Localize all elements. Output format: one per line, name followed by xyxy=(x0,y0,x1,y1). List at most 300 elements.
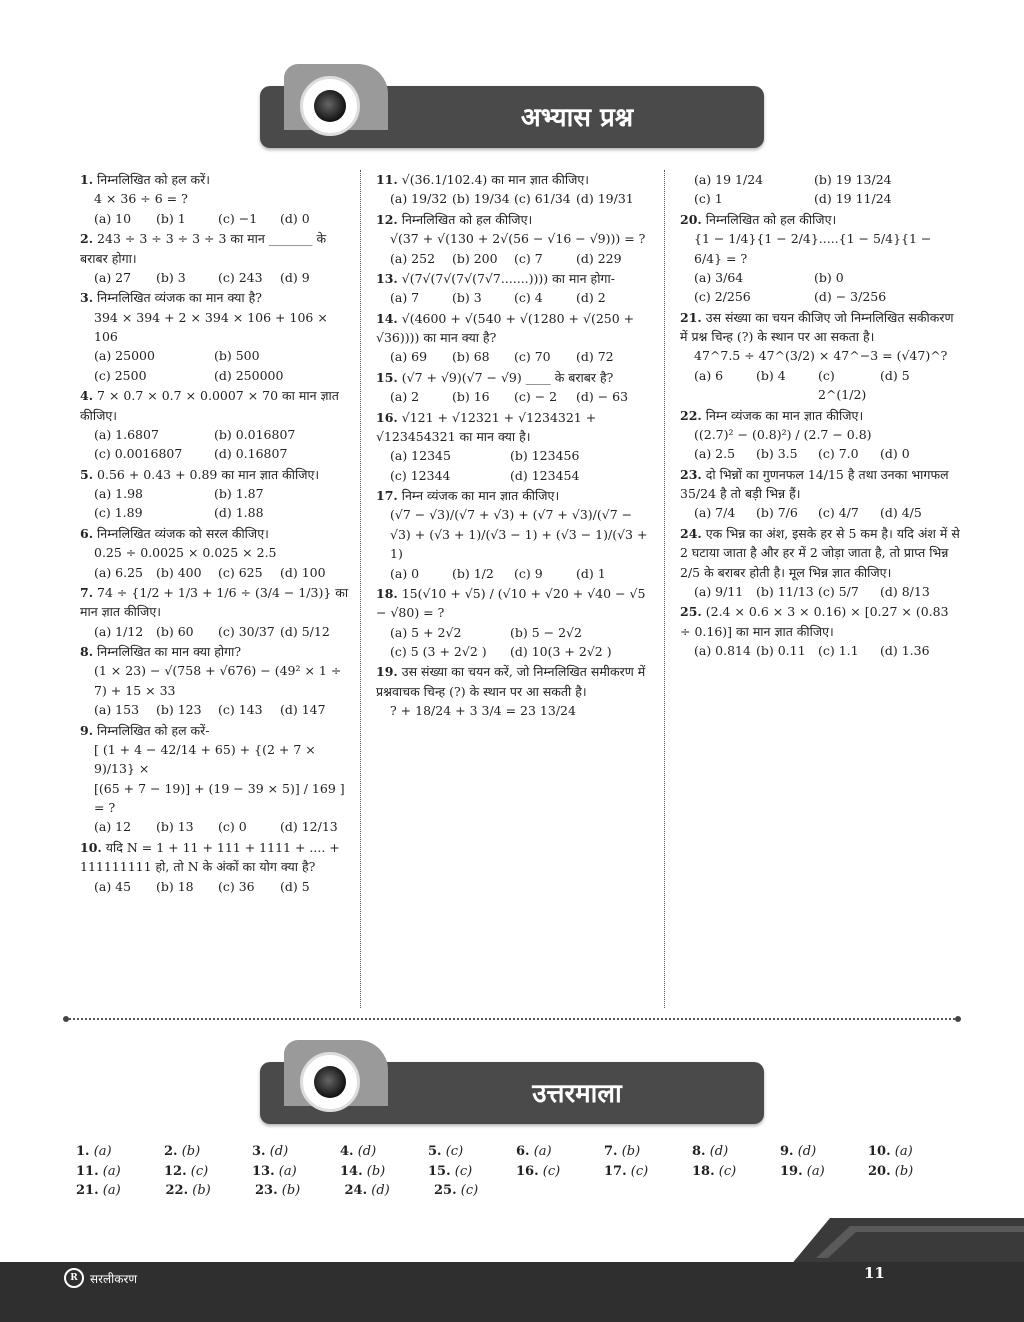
answer-options xyxy=(694,503,960,522)
answer-options xyxy=(390,446,656,485)
answers-banner xyxy=(260,1062,764,1124)
answer-option: (c) 1.1 xyxy=(818,643,859,658)
answers-title: उत्तरमाला xyxy=(532,1079,622,1109)
question-item xyxy=(80,386,350,464)
answer-number: 22. xyxy=(165,1183,189,1198)
answer-option: (d) 5/12 xyxy=(280,623,330,639)
question-number: 18. xyxy=(376,585,398,601)
answer-option: (a) 69 xyxy=(390,349,428,365)
question-item xyxy=(80,642,350,720)
answer-cell xyxy=(604,1144,692,1164)
banner-ring-icon xyxy=(300,1052,360,1112)
answer-option: (b) 500 xyxy=(214,348,260,364)
question-text-line xyxy=(376,210,656,229)
question-text: (2.4 × 0.6 × 3 × 0.16) × [0.27 × (0.83 ÷ 0.16)] का मान ज्ञात कीजिए। xyxy=(680,604,949,639)
answer-option: (d) 229 xyxy=(576,250,622,266)
answer-option: (a) 1.6807 xyxy=(94,426,159,442)
question-text: 15(√10 + √5) / (√10 + √20 + √40 − √5 − √80) = ? xyxy=(376,585,646,621)
question-text: निम्नलिखित को हल कीजिए। xyxy=(401,211,533,227)
answer-option: (c) 2/256 xyxy=(694,289,751,305)
answer-option: (a) 12345 xyxy=(390,448,451,464)
answer-option: (d) 123454 xyxy=(510,467,580,483)
answer-option: (b) 4 xyxy=(756,367,786,383)
answer-option: (c) 7 xyxy=(514,250,543,266)
answer-option: (a) 6.25 xyxy=(94,564,144,580)
question-text: निम्न व्यंजक का मान ज्ञात कीजिए। xyxy=(401,488,560,503)
question-item xyxy=(376,662,656,720)
question-text-line xyxy=(376,170,656,189)
question-text: √(4600 + √(540 + √(1280 + √(250 + √36)))) का मान क्या है? xyxy=(376,310,635,345)
answer-choice: (c) xyxy=(445,1144,464,1159)
answer-options xyxy=(390,387,656,406)
answer-cell xyxy=(780,1164,868,1184)
answer-number: 11. xyxy=(76,1163,99,1179)
answer-number: 7. xyxy=(604,1144,618,1159)
answer-option: (d) 1.36 xyxy=(880,643,930,658)
question-item xyxy=(376,309,656,367)
question-text-line xyxy=(376,584,656,623)
answer-options xyxy=(94,563,350,582)
answer-options xyxy=(694,641,960,660)
answer-number: 12. xyxy=(164,1163,187,1179)
answer-option: (a) 0.814 xyxy=(694,643,751,658)
question-text: 7 × 0.7 × 0.7 × 0.0007 × 70 का मान ज्ञात कीजिए। xyxy=(80,388,339,423)
question-number: 16. xyxy=(376,409,398,425)
answer-option: (c) 243 xyxy=(218,269,263,285)
answer-options xyxy=(94,700,350,719)
question-text: √(7√(7√(7√(7√7.......)))) का मान होगा- xyxy=(401,270,615,286)
answer-choice: (a) xyxy=(806,1163,825,1179)
question-text-line xyxy=(680,308,960,347)
answer-option: (c) 5/7 xyxy=(818,583,859,599)
question-text: एक भिन्न का अंश, इसके हर से 5 कम है। यदि अंश में से 2 घटाया जाता है और हर में 2 जोड़ा जाता है, तो प्राप्त भिन्न 2/5 के बराबर होती है। मूल भिन्न ज्ञात कीजिए। xyxy=(680,525,960,580)
question-item xyxy=(80,838,350,896)
question-text: निम्नलिखित को हल करें। xyxy=(97,172,210,187)
question-number: 2. xyxy=(80,231,94,247)
answer-option: (d) 12/13 xyxy=(280,819,338,835)
question-expression: ((2.7)² − (0.8)²) / (2.7 − 0.8) xyxy=(694,426,872,442)
answer-options xyxy=(94,346,350,385)
answer-option: (a) 7 xyxy=(390,290,420,306)
answer-options xyxy=(94,425,350,464)
questions-column-2 xyxy=(376,170,656,722)
answer-option: (d) 4/5 xyxy=(880,505,922,521)
answer-row xyxy=(76,1183,956,1203)
answer-option: (b) 400 xyxy=(156,564,202,580)
answer-choice: (b) xyxy=(894,1163,914,1179)
answer-option: (a) 1/12 xyxy=(94,623,144,639)
answer-choice: (c) xyxy=(190,1163,209,1179)
answer-number: 25. xyxy=(434,1183,457,1198)
question-text: 74 ÷ {1/2 + 1/3 + 1/6 ÷ (3/4 − 1/3)} का मान ज्ञात कीजिए। xyxy=(80,584,349,620)
answer-option: (a) 153 xyxy=(94,702,140,718)
answer-option: (b) 0.016807 xyxy=(214,426,296,442)
question-item xyxy=(376,408,656,486)
answer-number: 13. xyxy=(252,1163,275,1179)
column-divider xyxy=(360,170,362,1008)
questions-banner xyxy=(260,86,764,148)
question-number: 4. xyxy=(80,388,94,404)
answer-cell xyxy=(428,1144,516,1164)
page-number: 11 xyxy=(864,1264,885,1282)
answer-option: (d) 19/31 xyxy=(576,191,634,207)
answer-option: (b) 19/34 xyxy=(452,191,510,207)
question-number: 10. xyxy=(80,839,102,855)
answer-option: (a) 2.5 xyxy=(694,446,736,462)
question-text: √(36.1/102.4) का मान ज्ञात कीजिए। xyxy=(401,172,590,187)
question-text-line xyxy=(680,602,960,641)
question-item xyxy=(376,170,656,209)
answer-option: (a) 1.98 xyxy=(94,486,144,501)
question-item xyxy=(80,583,350,641)
question-number: 1. xyxy=(80,172,94,187)
answer-option: (b) 60 xyxy=(156,623,194,639)
questions-column-3 xyxy=(680,170,960,661)
answer-choice: (c) xyxy=(460,1183,479,1198)
answer-option: (b) 16 xyxy=(452,389,490,405)
question-text-line xyxy=(376,368,656,387)
answer-options xyxy=(694,444,960,463)
question-expression: 394 × 394 + 2 × 394 × 106 + 106 × 106 xyxy=(94,309,328,344)
answer-cell xyxy=(692,1144,780,1164)
question-item xyxy=(680,210,960,307)
answer-option: (c) 1 xyxy=(694,191,723,207)
question-text: √121 + √12321 + √1234321 + √123454321 का मान क्या है। xyxy=(376,409,597,444)
answer-option: (b) 68 xyxy=(452,349,490,365)
answer-choice: (b) xyxy=(281,1183,301,1198)
question-text-line xyxy=(80,583,350,622)
answer-number: 9. xyxy=(780,1144,794,1159)
answer-option: (b) 3.5 xyxy=(756,446,798,462)
question-text-line xyxy=(80,524,350,543)
question-text-line xyxy=(80,721,350,740)
answer-option: (d) 2 xyxy=(576,290,606,306)
answer-choice: (c) xyxy=(454,1163,473,1179)
answer-choice: (a) xyxy=(278,1163,297,1179)
question-expression: {1 − 1/4}{1 − 2/4}.....{1 − 5/4}{1 − 6/4} = ? xyxy=(694,231,932,266)
question-text-line xyxy=(80,465,350,484)
answer-option: (a) 9/11 xyxy=(694,583,744,599)
answer-option: (c) 70 xyxy=(514,349,551,365)
question-item xyxy=(680,170,960,209)
question-text: (√7 + √9)(√7 − √9) ____ के बराबर है? xyxy=(401,369,614,385)
question-expression: 47^7.5 ÷ 47^(3/2) × 47^−3 = (√47)^? xyxy=(694,348,948,364)
question-text-line xyxy=(376,662,656,701)
answer-option: (a) 12 xyxy=(94,819,132,835)
answer-cell xyxy=(692,1164,780,1184)
question-item xyxy=(80,721,350,837)
answer-row xyxy=(76,1164,956,1184)
answer-number: 14. xyxy=(340,1163,363,1179)
answer-number: 19. xyxy=(780,1163,803,1179)
answer-option: (b) 3 xyxy=(452,290,482,306)
question-expression: 4 × 36 ÷ 6 = ? xyxy=(94,191,188,207)
answer-choice: (d) xyxy=(269,1144,289,1159)
answer-cell xyxy=(166,1183,256,1203)
answer-choice: (d) xyxy=(797,1144,817,1159)
answer-option: (c) 1.89 xyxy=(94,505,143,521)
answer-option: (b) 123456 xyxy=(510,448,580,464)
question-number: 21. xyxy=(680,309,702,325)
question-number: 12. xyxy=(376,211,398,227)
answer-option: (d) 100 xyxy=(280,564,326,580)
question-text-line xyxy=(80,288,350,307)
answer-option: (a) 19/32 xyxy=(390,191,448,207)
question-text: निम्न व्यंजक का मान ज्ञात कीजिए। xyxy=(705,407,864,423)
question-expression: [ (1 + 4 − 42/14 + 65) + {(2 + 7 × 9)/13} × xyxy=(94,741,316,777)
answer-option: (d) 0 xyxy=(280,210,310,226)
answer-option: (c) 4/7 xyxy=(818,505,859,521)
answer-option: (c) 30/37 xyxy=(218,623,275,639)
answer-option: (a) 252 xyxy=(390,250,436,266)
answer-choice: (d) xyxy=(709,1144,729,1159)
answer-options xyxy=(94,622,350,641)
question-text: यदि N = 1 + 11 + 111 + 1111 + .... + 111111111 हो, तो N के अंकों का योग क्या है? xyxy=(80,839,340,875)
answer-number: 1. xyxy=(76,1144,90,1159)
answer-number: 17. xyxy=(604,1163,627,1179)
question-item xyxy=(80,465,350,523)
question-text-line xyxy=(80,386,350,425)
question-item xyxy=(376,368,656,407)
answer-number: 4. xyxy=(340,1144,354,1159)
question-text: उस संख्या का चयन करें, जो निम्नलिखित समीकरण में प्रश्नवाचक चिन्ह (?) के स्थान पर आ सकती है। xyxy=(376,664,646,699)
question-number: 24. xyxy=(680,525,702,541)
answer-option: (d) 147 xyxy=(280,702,326,718)
answer-option: (a) 7/4 xyxy=(694,505,736,521)
question-text: निम्नलिखित को हल कीजिए। xyxy=(705,211,837,227)
answer-options xyxy=(694,268,960,307)
answer-cell xyxy=(252,1164,340,1184)
banner-ring-icon xyxy=(300,76,360,136)
answer-option: (c) 7.0 xyxy=(818,446,859,462)
question-text-line xyxy=(80,838,350,877)
footer-decoration xyxy=(720,1218,1024,1266)
question-expression: √(37 + √(130 + 2√(56 − √16 − √9))) = ? xyxy=(390,231,646,247)
answer-options xyxy=(94,484,350,523)
answer-choice: (a) xyxy=(93,1144,112,1159)
question-expression: [(65 + 7 − 19)] + (19 − 39 × 5)] / 169 ] = ? xyxy=(94,780,345,815)
question-text-line xyxy=(80,642,350,661)
answer-number: 3. xyxy=(252,1144,266,1159)
question-number: 25. xyxy=(680,604,702,620)
answer-option: (a) 2 xyxy=(390,389,420,405)
answer-number: 21. xyxy=(76,1183,99,1198)
question-expression: 0.25 ÷ 0.0025 × 0.025 × 2.5 xyxy=(94,545,277,561)
question-text: 0.56 + 0.43 + 0.89 का मान ज्ञात कीजिए। xyxy=(97,466,320,482)
question-item xyxy=(680,465,960,523)
answer-cell xyxy=(340,1144,428,1164)
answer-option: (d) 10(3 + 2√2 ) xyxy=(510,644,612,659)
question-expression: (√7 − √3)/(√7 + √3) + (√7 + √3)/(√7 − √3) + (√3 + 1)/(√3 − 1) + (√3 − 1)/(√3 + 1) xyxy=(390,507,648,562)
answer-option: (c) 9 xyxy=(514,565,543,581)
answer-option: (c) 625 xyxy=(218,564,263,580)
answer-option: (d) 0.16807 xyxy=(214,446,288,462)
answer-choice: (a) xyxy=(102,1163,121,1179)
question-text: उस संख्या का चयन कीजिए जो निम्नलिखित सकीकरण में प्रश्न चिन्ह (?) के स्थान पर आ सकता है। xyxy=(680,309,954,344)
answer-option: (b) 123 xyxy=(156,702,202,718)
question-number: 7. xyxy=(80,584,94,600)
question-text: निम्नलिखित व्यंजक को सरल कीजिए। xyxy=(97,525,269,541)
answer-option: (d) 5 xyxy=(280,878,310,894)
question-text-line xyxy=(80,229,350,268)
answer-option: (d) 250000 xyxy=(214,367,284,383)
answer-option: (b) 1/2 xyxy=(452,565,494,581)
question-item xyxy=(680,406,960,464)
answer-cell xyxy=(252,1144,340,1164)
question-number: 3. xyxy=(80,290,94,306)
answer-options xyxy=(390,288,656,307)
answer-cell xyxy=(76,1183,166,1203)
answer-options xyxy=(390,189,656,208)
answer-options xyxy=(94,209,350,228)
answer-option: (b) 7/6 xyxy=(756,505,798,521)
answer-choice: (a) xyxy=(102,1183,121,1198)
answer-choice: (a) xyxy=(533,1144,552,1159)
answer-options xyxy=(94,268,350,287)
answer-option: (c) 61/34 xyxy=(514,191,571,207)
question-item xyxy=(80,288,350,385)
question-expression: ? + 18/24 + 3 3/4 = 23 13/24 xyxy=(390,703,576,719)
answer-option: (c) 2^(1/2) xyxy=(818,367,867,403)
answer-option: (b) 19 13/24 xyxy=(814,172,892,187)
question-number: 13. xyxy=(376,270,398,286)
answer-cell xyxy=(516,1164,604,1184)
question-number: 11. xyxy=(376,172,398,187)
answer-option: (c) 2500 xyxy=(94,367,147,383)
answer-option: (d) − 3/256 xyxy=(814,289,887,305)
answer-option: (d) − 63 xyxy=(576,389,629,405)
answer-option: (d) 72 xyxy=(576,349,614,365)
answer-number: 6. xyxy=(516,1144,530,1159)
answer-option: (b) 13 xyxy=(156,819,194,835)
answer-option: (c) 0.0016807 xyxy=(94,446,183,462)
answer-option: (c) − 2 xyxy=(514,389,558,405)
answer-option: (b) 5 − 2√2 xyxy=(510,624,582,640)
answer-option: (a) 45 xyxy=(94,878,132,894)
page-footer xyxy=(0,1262,1024,1322)
answer-number: 10. xyxy=(868,1144,891,1159)
answer-choice: (c) xyxy=(718,1163,737,1179)
answer-key xyxy=(76,1144,956,1203)
question-text: दो भिन्नों का गुणनफल 14/15 है तथा उनका भागफल 35/24 है तो बड़ी भिन्न हैं। xyxy=(680,466,949,501)
question-item xyxy=(680,602,960,660)
answer-cell xyxy=(255,1183,345,1203)
answer-option: (d) 1.88 xyxy=(214,505,264,521)
question-text: निम्नलिखित का मान क्या होगा? xyxy=(97,644,242,659)
answer-option: (b) 1 xyxy=(156,210,186,226)
question-text-line xyxy=(376,486,656,505)
question-text-line xyxy=(680,210,960,229)
question-number: 14. xyxy=(376,310,398,326)
answer-option: (b) 0 xyxy=(814,269,844,285)
question-text: निम्नलिखित व्यंजक का मान क्या है? xyxy=(97,290,262,306)
question-item xyxy=(376,210,656,268)
answer-cell xyxy=(604,1164,692,1184)
answer-option: (d) 8/13 xyxy=(880,583,930,599)
answer-cell xyxy=(164,1144,252,1164)
answer-cell xyxy=(76,1164,164,1184)
question-item xyxy=(80,170,350,228)
answer-choice: (b) xyxy=(621,1144,641,1159)
answer-number: 15. xyxy=(428,1163,451,1179)
section-divider xyxy=(66,1018,958,1020)
answer-option: (b) 3 xyxy=(156,269,186,285)
question-number: 15. xyxy=(376,369,398,385)
answer-option: (c) 12344 xyxy=(390,467,451,483)
answer-number: 23. xyxy=(255,1183,278,1198)
question-text-line xyxy=(376,269,656,288)
answer-choice: (b) xyxy=(181,1144,201,1159)
answer-choice: (d) xyxy=(371,1183,390,1198)
answer-cell xyxy=(868,1164,956,1184)
answer-option: (c) 5 (3 + 2√2 ) xyxy=(390,644,487,659)
question-number: 22. xyxy=(680,407,702,423)
answer-choice: (c) xyxy=(542,1163,561,1179)
answer-options xyxy=(694,582,960,601)
answer-choice: (c) xyxy=(630,1163,649,1179)
answer-option: (a) 19 1/24 xyxy=(694,172,764,187)
answer-number: 24. xyxy=(344,1183,368,1198)
answer-cell xyxy=(164,1164,252,1184)
answer-cell xyxy=(340,1164,428,1184)
answer-option: (c) 4 xyxy=(514,290,543,306)
answer-option: (c) 0 xyxy=(218,819,247,835)
questions-column-1 xyxy=(80,170,350,897)
answer-choice: (a) xyxy=(894,1144,913,1159)
questions-title: अभ्यास प्रश्न xyxy=(520,103,634,133)
book-title: सरलीकरण xyxy=(90,1271,138,1286)
answer-option: (a) 3/64 xyxy=(694,269,744,285)
answer-option: (d) 0 xyxy=(880,446,910,462)
answer-number: 18. xyxy=(692,1163,715,1179)
answer-option: (a) 10 xyxy=(94,210,132,226)
question-number: 20. xyxy=(680,211,702,227)
question-text-line xyxy=(376,408,656,447)
answer-number: 20. xyxy=(868,1163,891,1179)
question-number: 6. xyxy=(80,525,94,541)
answer-option: (a) 0 xyxy=(390,565,420,581)
footer-brand xyxy=(64,1268,137,1288)
answer-cell xyxy=(76,1144,164,1164)
answer-number: 8. xyxy=(692,1144,706,1159)
question-item xyxy=(376,269,656,308)
answer-cell xyxy=(868,1144,956,1164)
question-number: 8. xyxy=(80,644,94,659)
answer-choice: (b) xyxy=(192,1183,211,1198)
answer-option: (a) 5 + 2√2 xyxy=(390,624,462,640)
answer-cell xyxy=(780,1144,868,1164)
answer-option: (c) 36 xyxy=(218,878,255,894)
answer-options xyxy=(390,249,656,268)
question-text-line xyxy=(680,406,960,425)
answer-options xyxy=(390,347,656,366)
answer-option: (c) −1 xyxy=(218,210,258,226)
answer-cell xyxy=(516,1144,604,1164)
answer-option: (b) 11/13 xyxy=(756,583,814,599)
question-text-line xyxy=(80,170,350,189)
answer-option: (b) 18 xyxy=(156,878,194,894)
answer-option: (a) 27 xyxy=(94,269,132,285)
answer-option: (d) 19 11/24 xyxy=(814,191,892,207)
question-text-line xyxy=(680,465,960,504)
answer-row xyxy=(76,1144,956,1164)
question-item xyxy=(376,486,656,583)
answer-choice: (d) xyxy=(357,1144,377,1159)
answer-option: (b) 1.87 xyxy=(214,486,264,501)
answer-options xyxy=(694,366,960,405)
question-item xyxy=(680,308,960,405)
answer-options xyxy=(94,817,350,836)
